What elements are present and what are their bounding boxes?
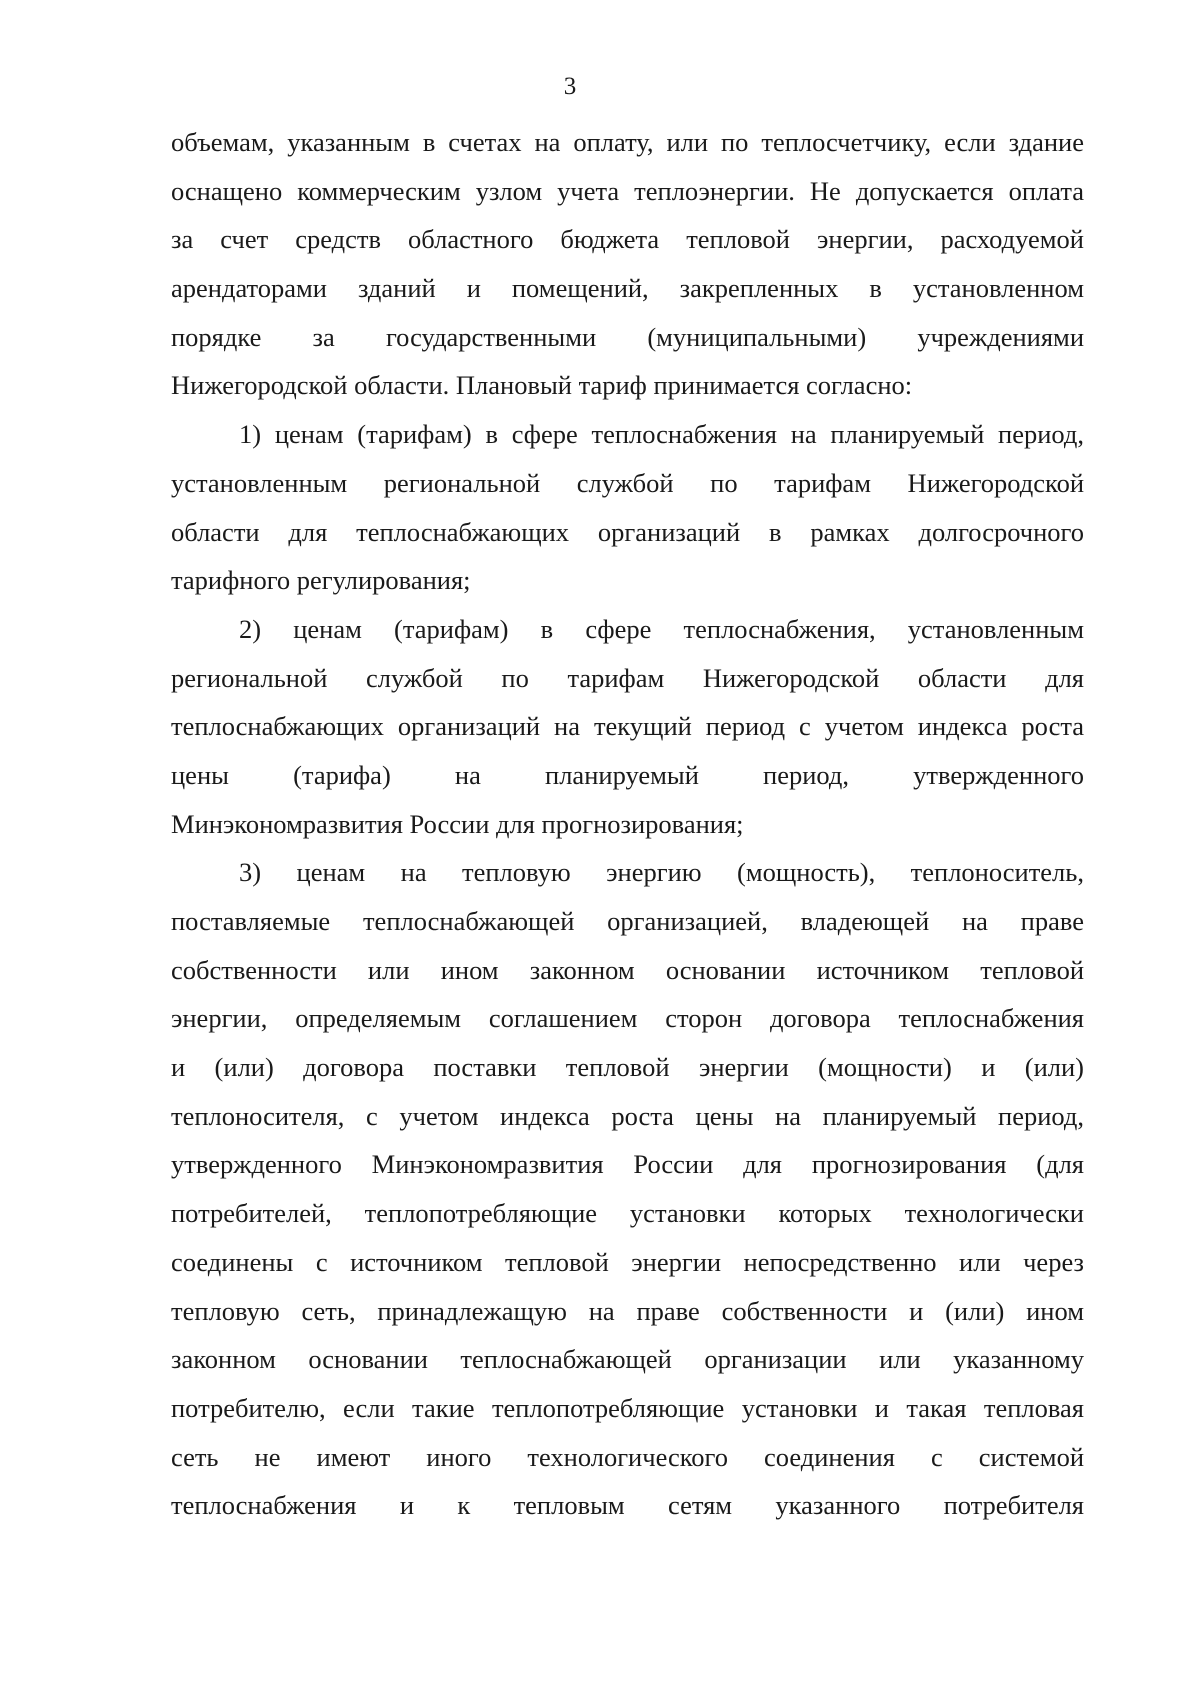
text-line: теплоснабжающих организаций на текущий период с учетом индекса роста (171, 711, 1084, 742)
text-line: энергии, определяемым соглашением сторон договора теплоснабжения (171, 1003, 1084, 1034)
text-line: установленным региональной службой по тарифам Нижегородской (171, 467, 1084, 498)
text-line: за счет средств областного бюджета тепловой энергии, расходуемой (171, 224, 1084, 255)
text-line: Минэкономразвития России для прогнозирования; (171, 808, 744, 839)
text-line: теплоносителя, с учетом индекса роста цены на планируемый период, (171, 1100, 1084, 1131)
text-line: порядке за государственными (муниципальными) учреждениями (171, 321, 1084, 352)
text-line: арендаторами зданий и помещений, закрепленных в установленном (171, 273, 1084, 304)
text-line: Нижегородской области. Плановый тариф принимается согласно: (171, 370, 913, 401)
text-line: области для теплоснабжающих организаций в рамках долгосрочного (171, 516, 1084, 547)
document-body (171, 118, 1084, 1530)
text-line: 1) ценам (тарифам) в сфере теплоснабжения на планируемый период, (239, 419, 1084, 450)
text-line: тепловую сеть, принадлежащую на праве собственности и (или) ином (171, 1295, 1084, 1326)
text-line: собственности или ином законном основании источником тепловой (171, 954, 1084, 985)
text-line: цены (тарифа) на планируемый период, утвержденного (171, 759, 1084, 790)
text-line: утвержденного Минэкономразвития России для прогнозирования (для (171, 1149, 1084, 1180)
text-line: сеть не имеют иного технологического соединения с системой (171, 1441, 1084, 1472)
text-line: объемам, указанным в счетах на оплату, или по теплосчетчику, если здание (171, 127, 1084, 157)
text-line: 3) ценам на тепловую энергию (мощность), теплоноситель, (239, 857, 1084, 888)
text-line: и (или) договора поставки тепловой энергии (мощности) и (или) (171, 1052, 1084, 1083)
text-line: тарифного регулирования; (171, 565, 471, 596)
text-line: законном основании теплоснабжающей организации или указанному (171, 1344, 1084, 1375)
text-line: потребителей, теплопотребляющие установки которых технологически (171, 1198, 1084, 1229)
text-line: 2) ценам (тарифам) в сфере теплоснабжения, установленным (239, 613, 1084, 644)
text-line: соединены с источником тепловой энергии непосредственно или через (171, 1246, 1084, 1277)
page-number: 3 (563, 73, 577, 100)
text-line: оснащено коммерческим узлом учета теплоэнергии. Не допускается оплата (171, 175, 1084, 206)
text-line: региональной службой по тарифам Нижегородской области для (171, 662, 1084, 693)
text-line: поставляемые теплоснабжающей организацией, владеющей на праве (171, 906, 1084, 936)
text-line: теплоснабжения и к тепловым сетям указанного потребителя (171, 1490, 1084, 1521)
text-line: потребителю, если такие теплопотребляющие установки и такая тепловая (171, 1392, 1084, 1423)
